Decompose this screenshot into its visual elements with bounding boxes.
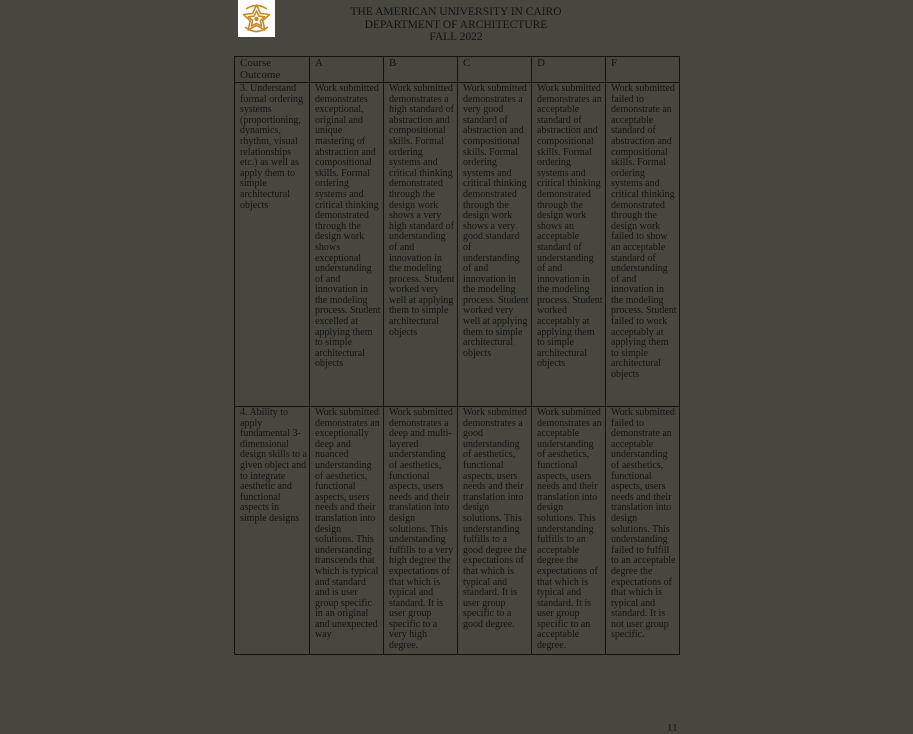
grade-c-cell: Work submitted demonstrates a good understanding of aesthetics, functional aspects, users needs and their translation into design solutions. This understanding fulfills to a good degree the expectations of that which is typical and standard. It is user group specific to a good degree. [458, 407, 532, 655]
table-row [235, 407, 680, 655]
outcome-cell: 4. Ability to apply fundamental 3-dimensional design skills to a given object and to integrate aesthetic and functional aspects in simple designs [235, 407, 310, 655]
grade-a-cell: Work submitted demonstrates exceptional, original and unique mastering of abstraction and compositional skills. Formal ordering systems and critical thinking demonstrated through the design work shows exceptional understanding of and innovation in the modeling process. Student excelled at applying them to simple architectural objects [310, 83, 384, 407]
grade-d-cell: Work submitted demonstrates an acceptable standard of abstraction and compositional skills. Formal ordering systems and critical thinking demonstrated through the design work shows an acceptable standard of understanding of and innovation in the modeling process. Student worked acceptably at applying them to simple architectural objects [532, 83, 606, 407]
column-header-grade-c: C [458, 57, 532, 83]
document-header [300, 6, 612, 44]
table-row [235, 83, 680, 407]
department-name: DEPARTMENT OF ARCHITECTURE [364, 18, 548, 31]
column-header-grade-d: D [532, 57, 606, 83]
grade-b-cell: Work submitted demonstrates a high standard of abstraction and compositional skills. Formal ordering systems and critical thinking demonstrated through the design work shows a very high standard of understanding of and innovation in the modeling process. Student worked very well at applying them to simple architectural objects [384, 83, 458, 407]
grading-rubric-table [234, 56, 680, 655]
grade-d-cell: Work submitted demonstrates an acceptable understanding of aesthetics, functional aspects, users needs and their translation into design solutions. This understanding fulfills to an acceptable degree the expectations of that which is typical and standard. It is user group specific to an acceptable degree. [532, 407, 606, 655]
university-name: THE AMERICAN UNIVERSITY IN CAIRO [350, 6, 562, 18]
table-header-row [235, 57, 680, 83]
grade-c-cell: Work submitted demonstrates a very good standard of abstraction and compositional skills. Formal ordering systems and critical thinking demonstrated through the design work shows a very good standard of understanding of and innovation in the modeling process. Student worked very well at applying them to simple architectural objects [458, 83, 532, 407]
column-header-grade-b: B [384, 57, 458, 83]
column-header-course-outcome: Course Outcome [235, 57, 310, 83]
column-header-grade-a: A [310, 57, 384, 83]
grade-b-cell: Work submitted demonstrates a deep and multi-layered understanding of aesthetics, functional aspects, users needs and their translation into design solutions. This understanding fulfills to a very high degree the expectations of that which is typical and standard. It is user group specific to a very high degree. [384, 407, 458, 655]
semester: FALL 2022 [429, 31, 483, 43]
page-number: 11 [667, 722, 678, 734]
grade-f-cell: Work submitted failed to demonstrate an acceptable standard of abstraction and compositional skills. Formal ordering systems and critical thinking demonstrated through the design work failed to show an acceptable standard of understanding of and innovation in the modeling process. Student failed to work acceptably at applying them to simple architectural objects [606, 83, 680, 407]
university-logo [238, 0, 275, 37]
grade-f-cell: Work submitted failed to demonstrate an acceptable understanding of aesthetics, functional aspects, users needs and their translation into design solutions. This understanding failed to fulfill to an acceptable degree the expectations of that which is typical and standard. It is not user group specific. [606, 407, 680, 655]
column-header-grade-f: F [606, 57, 680, 83]
grade-a-cell: Work submitted demonstrates an exceptionally deep and nuanced understanding of aesthetics, functional aspects, users needs and their translation into design solutions. This understanding transcends that which is typical and standard and is user group specific in an original and unexpected way [310, 407, 384, 655]
auc-seal-icon [238, 0, 275, 37]
outcome-cell: 3. Understand formal ordering systems (proportioning, dynamics, rhythm, visual relationships etc.) as well as apply them to simple architectural objects [235, 83, 310, 407]
